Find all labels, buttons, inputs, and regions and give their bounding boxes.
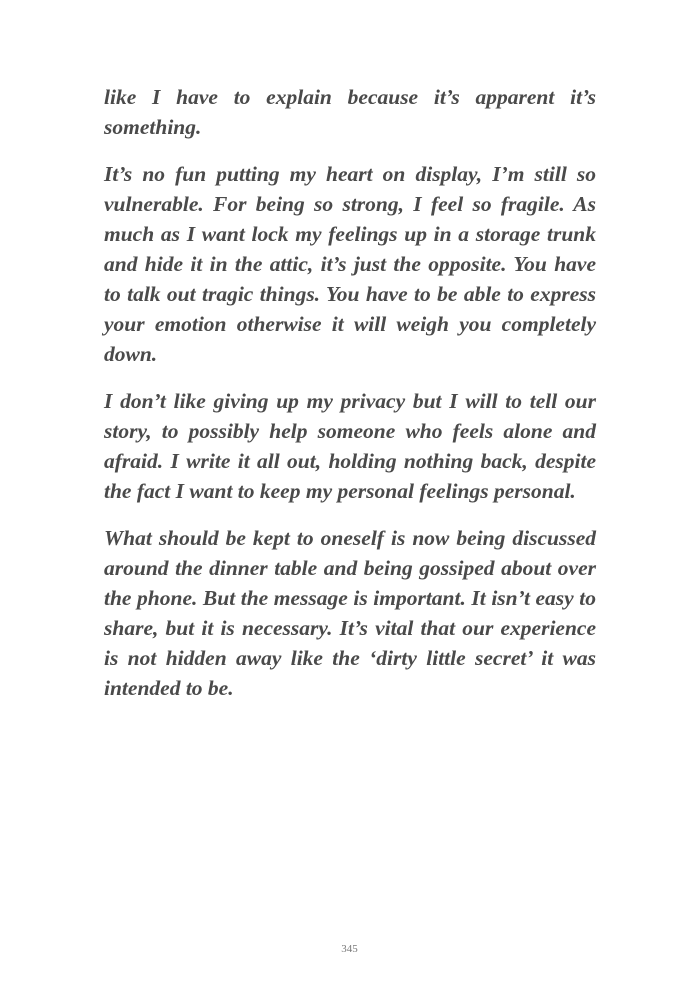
body-text [104, 82, 596, 720]
paragraph-2: It’s no fun putting my heart on display, I’m still so vulnerable. For being so strong, I feel so fragile. As much as I want lock my feelings up in a storage trunk and hide it in the attic, it’s just the opposite. You have to talk out tragic things. You have to be able to express your emotion otherwise it will weigh you completely down. [104, 162, 596, 366]
paragraph-4: What should be kept to oneself is now being discussed around the dinner table and being gossiped about over the phone. But the message is important. It isn’t easy to share, but it is necessary. It’s vital that our experience is not hidden away like the ‘dirty little secret’ it was intended to be. [104, 526, 596, 700]
paragraph-3: I don’t like giving up my privacy but I will to tell our story, to possibly help someone who feels alone and afraid. I write it all out, holding nothing back, despite the fact I want to keep my personal feelings personal. [104, 389, 596, 503]
paragraph-1: like I have to explain because it’s apparent it’s something. [104, 85, 596, 139]
page-number: 345 [341, 943, 358, 955]
